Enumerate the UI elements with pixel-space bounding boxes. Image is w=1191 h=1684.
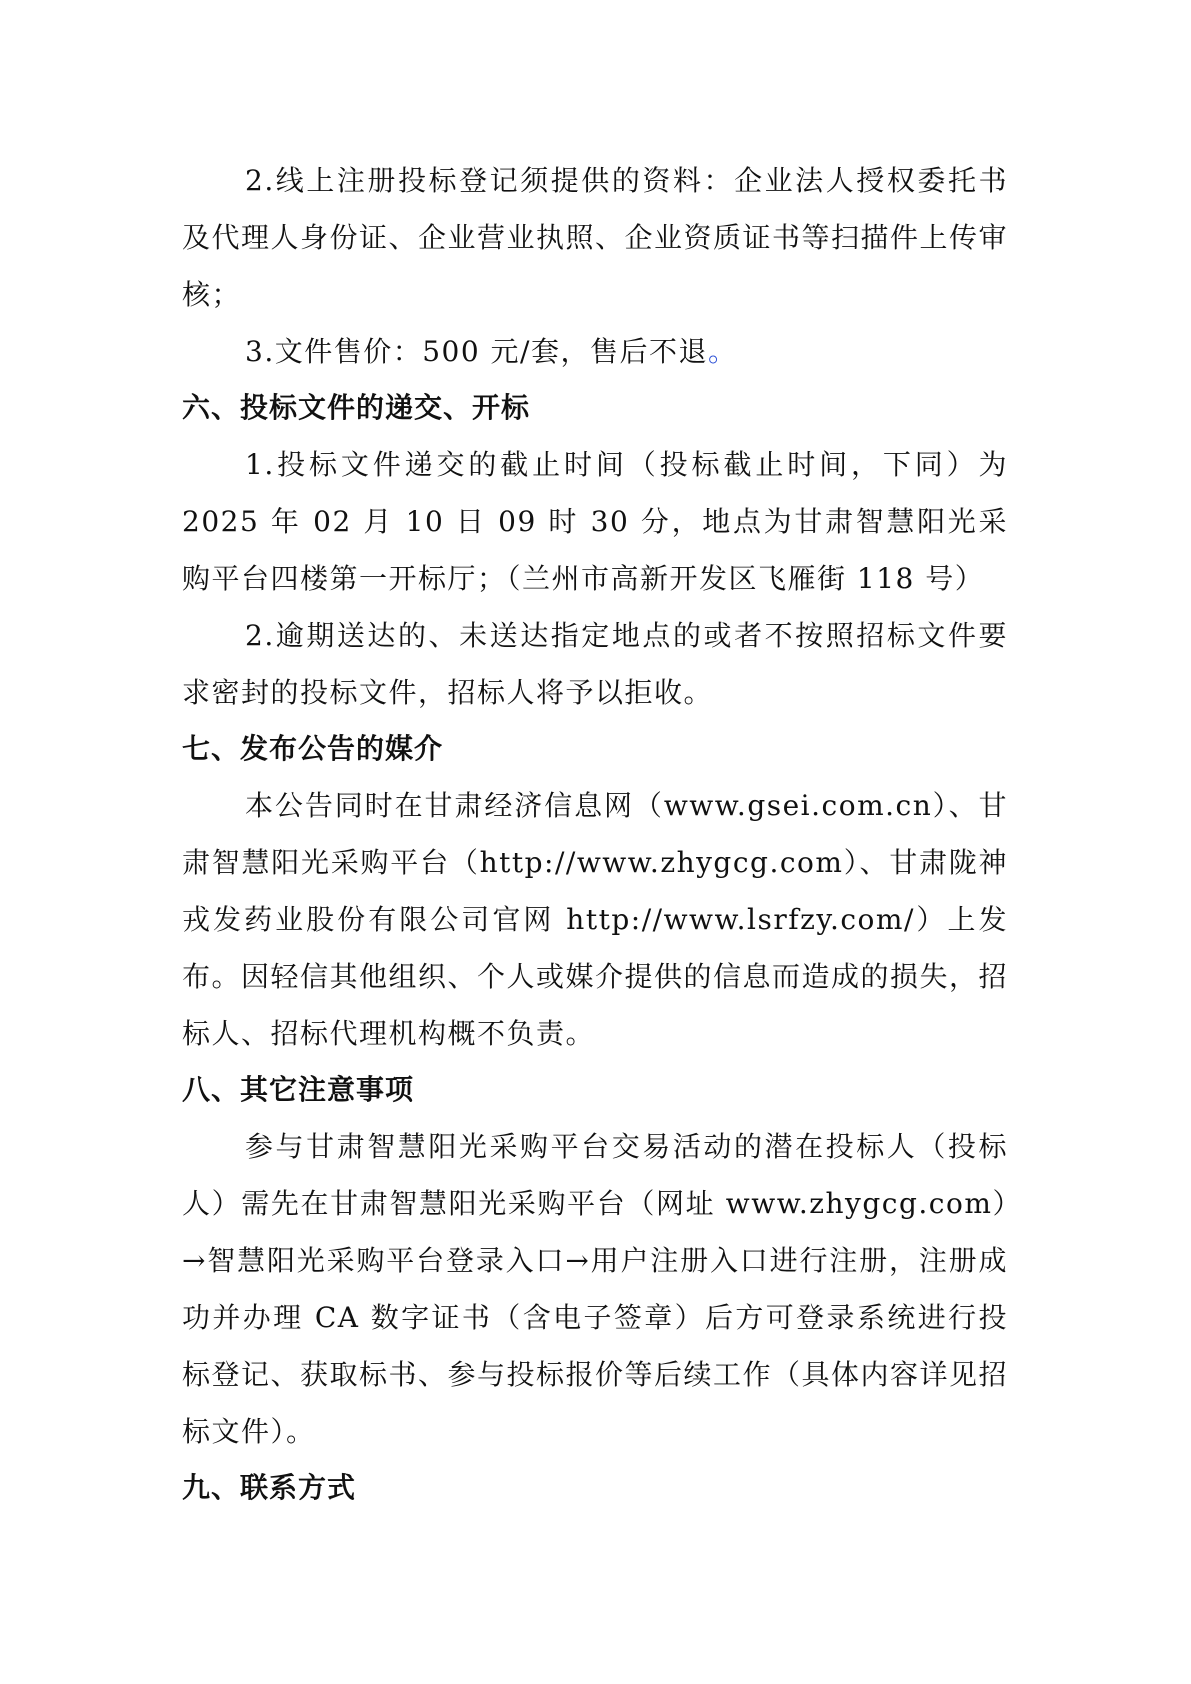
section-heading-9: 九、联系方式 — [182, 1471, 357, 1504]
paragraph-document-price — [182, 323, 1008, 380]
document-price-period: 。 — [708, 335, 738, 368]
paragraph-other-notes: 参与甘肃智慧阳光采购平台交易活动的潜在投标人（投标人）需先在甘肃智慧阳光采购平台（网址 www.zhygcg.com）→智慧阳光采购平台登录入口→用户注册入口进行注册，注册成功并办理 CA 数字证书（含电子签章）后方可登录系统进行投标登记、获取标书、参与投标报价等后续工作（具体内容详见招标文件）。 — [182, 1130, 1009, 1448]
paragraph-late-submission: 2.逾期送达的、未送达指定地点的或者不按照招标文件要求密封的投标文件，招标人将予以拒收。 — [182, 619, 1008, 709]
paragraph-registration-materials: 2.线上注册投标登记须提供的资料：企业法人授权委托书及代理人身份证、企业营业执照、企业资质证书等扫描件上传审核； — [182, 164, 1009, 311]
document-price-text: 3.文件售价：500 元/套，售后不退 — [245, 335, 708, 368]
document-body — [182, 152, 1008, 1516]
section-heading-8: 八、其它注意事项 — [182, 1073, 415, 1106]
paragraph-submission-deadline: 1.投标文件递交的截止时间（投标截止时间，下同）为2025 年 02 月 10 日 09 时 30 分，地点为甘肃智慧阳光采购平台四楼第一开标厅；（兰州市高新开发区飞雁街 118 号） — [182, 448, 1008, 595]
paragraph-publication-media: 本公告同时在甘肃经济信息网（www.gsei.com.cn）、甘肃智慧阳光采购平台（http://www.zhygcg.com）、甘肃陇神戎发药业股份有限公司官网 http://www.lsrfzy.com/）上发布。因轻信其他组织、个人或媒介提供的信息而造成的损失，招标人、招标代理机构概不负责。 — [182, 789, 1009, 1050]
section-heading-7: 七、发布公告的媒介 — [182, 732, 444, 765]
section-heading-6: 六、投标文件的递交、开标 — [182, 391, 531, 424]
